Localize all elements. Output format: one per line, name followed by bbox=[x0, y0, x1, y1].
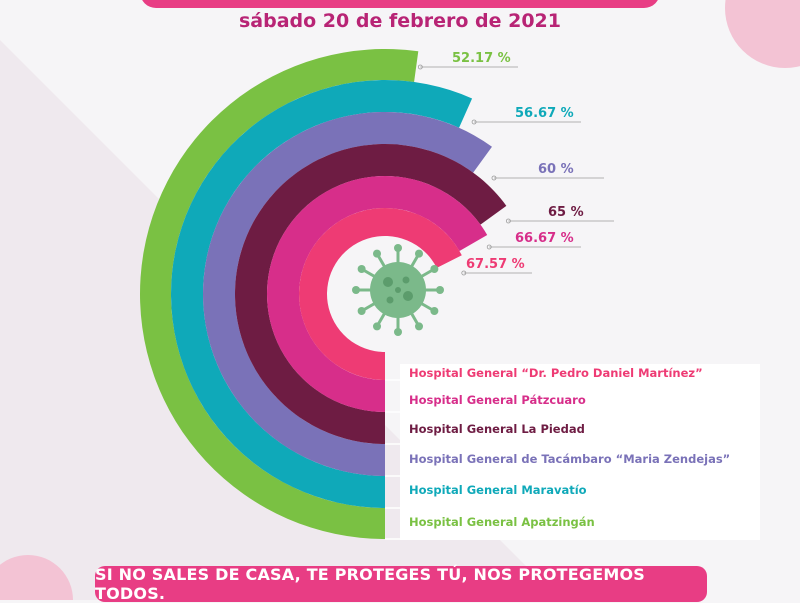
virus-icon bbox=[352, 244, 444, 336]
legend-label: Hospital General Apatzingán bbox=[409, 515, 595, 529]
value-label: 67.57 % bbox=[466, 257, 525, 272]
value-label: 60 % bbox=[538, 162, 574, 177]
legend-label: Hospital General “Dr. Pedro Daniel Martínez” bbox=[409, 366, 703, 380]
value-label: 65 % bbox=[548, 205, 584, 220]
value-label: 52.17 % bbox=[452, 51, 511, 66]
slogan-banner: SI NO SALES DE CASA, TE PROTEGES TÚ, NOS PROTEGEMOS TODOS. bbox=[95, 566, 707, 602]
legend-label: Hospital General de Tacámbaro “Maria Zendejas” bbox=[409, 452, 731, 466]
legend-label: Hospital General Maravatío bbox=[409, 483, 587, 497]
date-subtitle: sábado 20 de febrero de 2021 bbox=[238, 10, 561, 32]
legend-label: Hospital General La Piedad bbox=[409, 422, 585, 436]
legend-label: Hospital General Pátzcuaro bbox=[409, 393, 586, 407]
value-label: 56.67 % bbox=[515, 106, 574, 121]
value-label: 66.67 % bbox=[515, 231, 574, 246]
